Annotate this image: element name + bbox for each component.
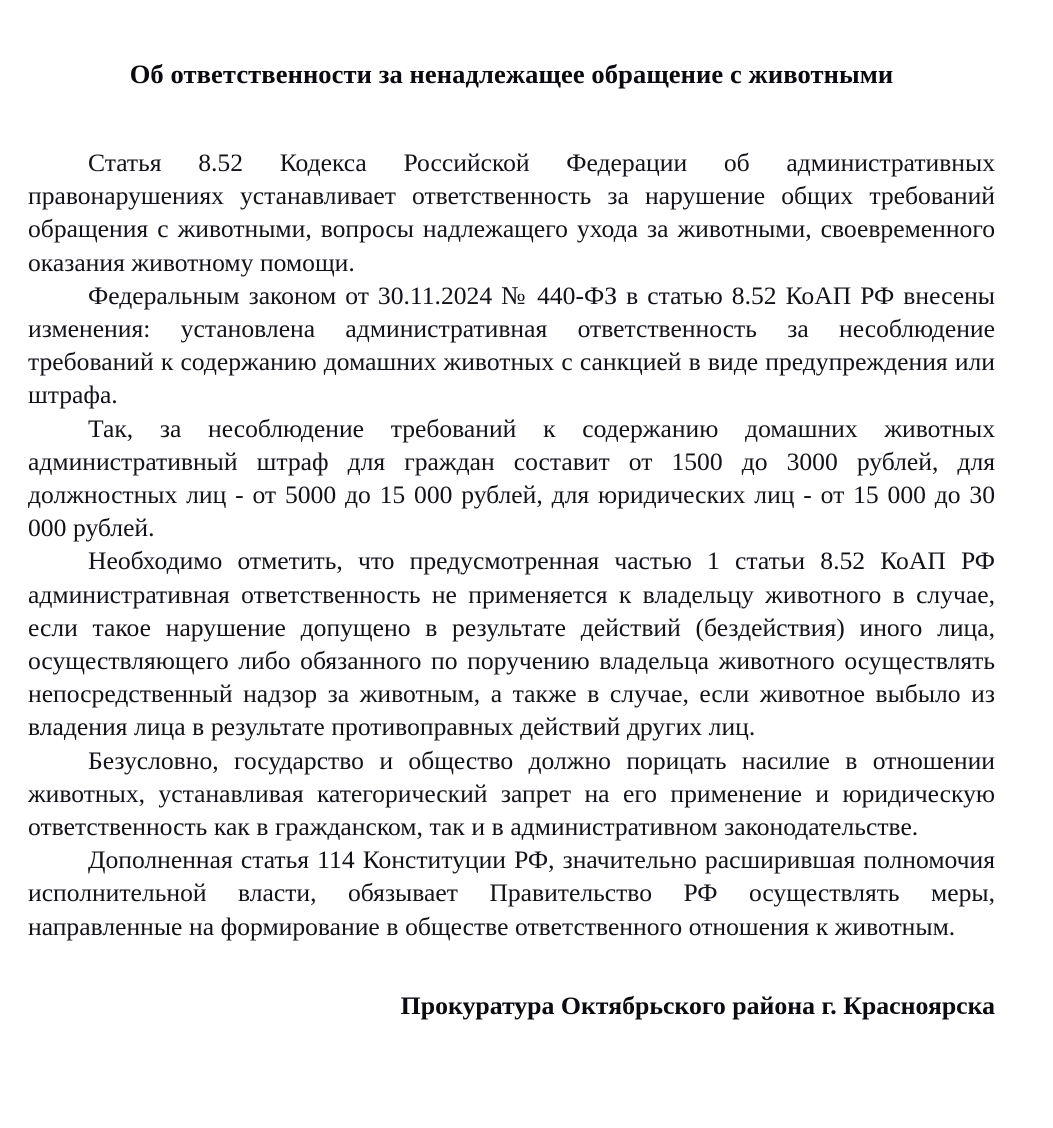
document-signature: Прокуратура Октябрьского района г. Красноярска bbox=[400, 990, 995, 1020]
paragraph: Дополненная статья 114 Конституции РФ, значительно расширившая полномочия исполнительной власти, обязывает Правительство РФ осуществлять меры, направленные на формирование в обществе ответственного отношения к животным. bbox=[28, 845, 995, 941]
paragraph: Статья 8.52 Кодекса Российской Федерации об административных правонарушениях устанавливает ответственность за нарушение общих требований обращения с животными, вопросы надлежащего ухода за животными, своевременного оказания животному помощи. bbox=[28, 148, 995, 277]
document-content bbox=[28, 0, 995, 1022]
paragraph: Федеральным законом от 30.11.2024 № 440-ФЗ в статью 8.52 КоАП РФ внесены изменения: установлена административная ответственность за несоблюдение требований к содержанию домашних животных с санкцией в виде предупреждения или штрафа. bbox=[28, 280, 995, 410]
document-paragraphs bbox=[28, 146, 995, 943]
paragraph: Так, за несоблюдение требований к содержанию домашних животных административный штраф для граждан составит от 1500 до 3000 рублей, для должностных лиц - от 5000 до 15 000 рублей, для юридических лиц - от 15 000 до 30 000 рублей. bbox=[28, 413, 995, 543]
page-title: Об ответственности за ненадлежащее обращение с животными bbox=[129, 59, 894, 89]
paragraph: Безусловно, государство и общество должно порицать насилие в отношении животных, устанавливая категорический запрет на его применение и юридическую ответственность как в гражданском, так и в административном законодательстве. bbox=[28, 745, 995, 842]
paragraph: Необходимо отметить, что предусмотренная частью 1 статьи 8.52 КоАП РФ административная ответственность не применяется к владельцу животного в случае, если такое нарушение допущено в результате действий (бездействия) иного лица, осуществляющего либо обязанного по поручению владельца животного осуществлять непосредственный надзор за животным, а также в случае, если животное выбыло из владения лица в результате противоправных действий других лиц. bbox=[28, 546, 995, 742]
